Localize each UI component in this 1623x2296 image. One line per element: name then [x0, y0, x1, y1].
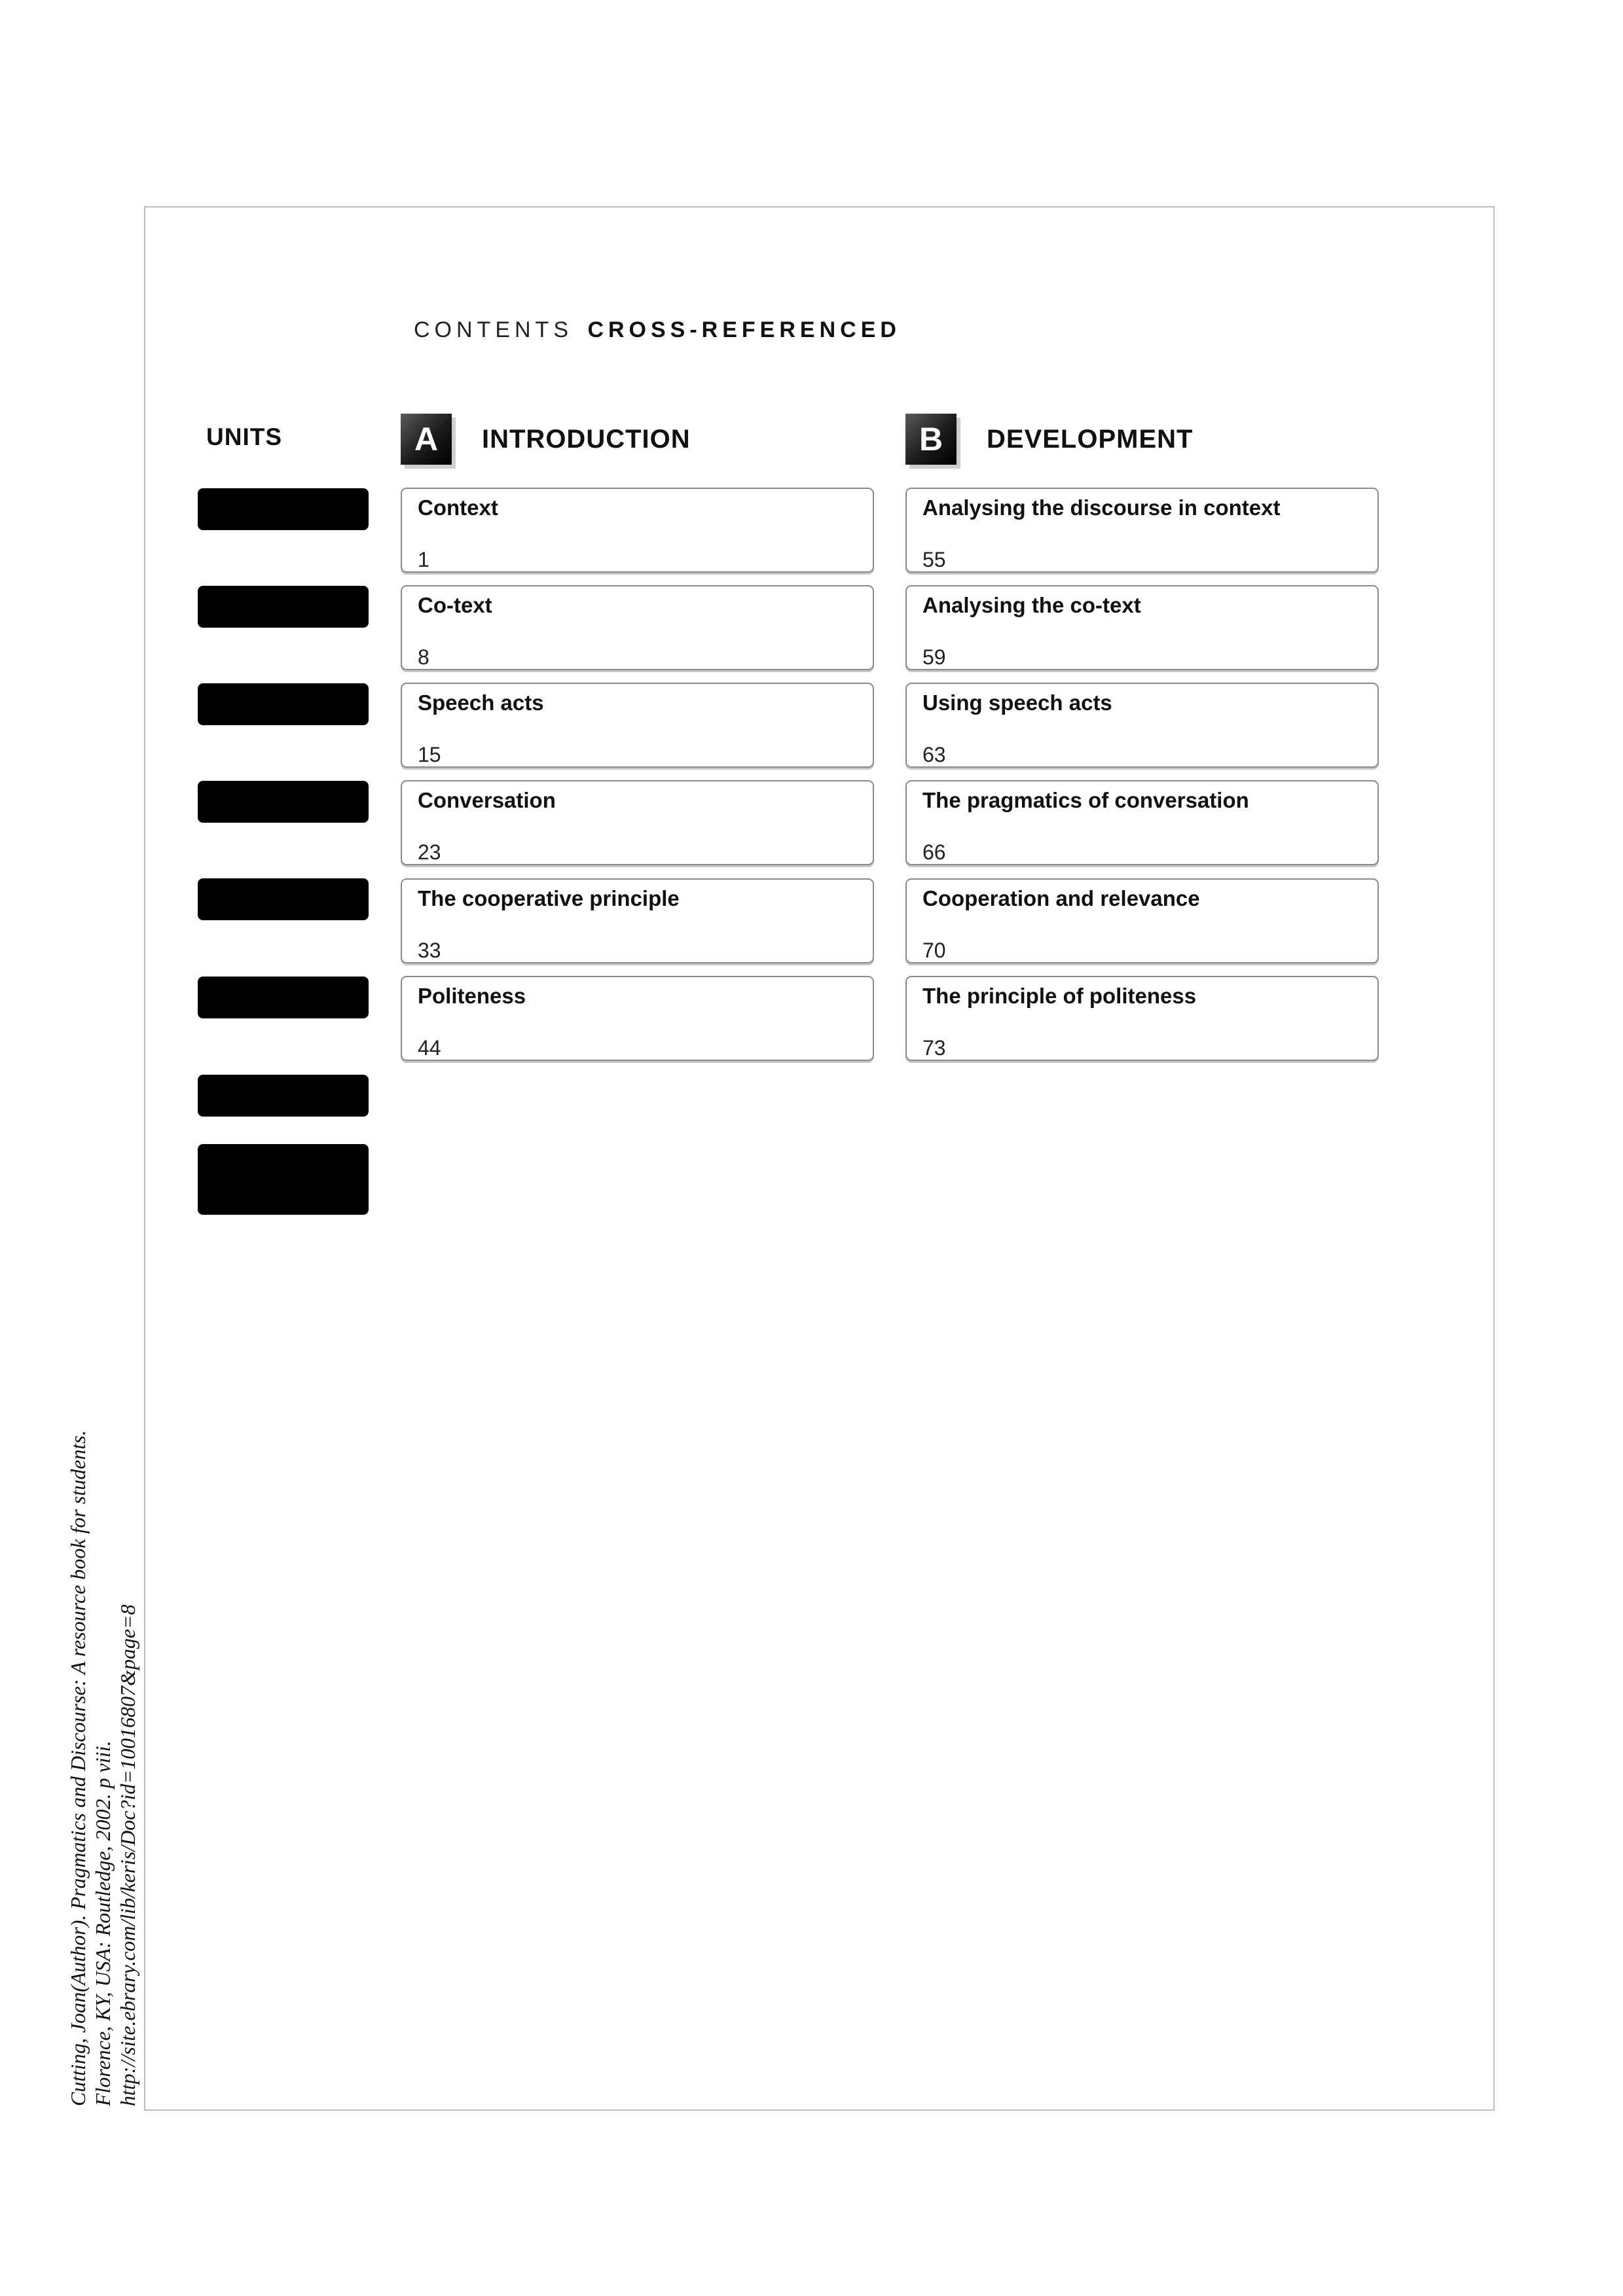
entry-title: Context: [418, 495, 498, 520]
contents-entry-b[interactable]: [905, 585, 1379, 670]
contents-entry-a[interactable]: [401, 488, 874, 573]
unit-redaction-bar: [198, 977, 369, 1018]
contents-entry-b[interactable]: [905, 976, 1379, 1061]
entry-title: Politeness: [418, 984, 526, 1008]
entry-title: The pragmatics of conversation: [922, 788, 1249, 812]
page-title: [414, 317, 901, 343]
entry-page-number: 59: [922, 645, 946, 669]
entry-page-number: 66: [922, 840, 946, 864]
entry-page-number: 8: [418, 645, 429, 669]
entry-page-number: 44: [418, 1036, 441, 1060]
entry-page-number: 73: [922, 1036, 946, 1060]
entry-title: The principle of politeness: [922, 984, 1197, 1008]
citation-line-3: http://site.ebrary.com/lib/keris/Doc?id=10016807&page=8: [116, 1604, 139, 2106]
section-a-badge: A: [401, 414, 452, 465]
contents-entry-b[interactable]: [905, 683, 1379, 768]
unit-redaction-bar: [198, 683, 369, 725]
unit-redaction-bar: [198, 586, 369, 628]
entry-page-number: 15: [418, 743, 441, 766]
entry-page-number: 33: [418, 939, 441, 962]
column-header-development: [905, 413, 1193, 465]
contents-entry-b[interactable]: [905, 488, 1379, 573]
citation-line-2: Florence, KY, USA: Routledge, 2002. p viii.: [91, 1740, 115, 2106]
column-title-development: DEVELOPMENT: [987, 424, 1194, 454]
unit-redaction-bar: [198, 1075, 369, 1117]
contents-entry-a[interactable]: [401, 683, 874, 768]
units-column-label: UNITS: [206, 423, 282, 450]
entry-page-number: 1: [418, 548, 429, 571]
contents-entry-a[interactable]: [401, 976, 874, 1061]
entry-title: Speech acts: [418, 691, 544, 715]
column-header-introduction: [401, 413, 691, 465]
citation-line-1: Cutting, Joan(Author). Pragmatics and Discourse: A resource book for students.: [66, 1430, 90, 2106]
title-cross-referenced: CROSS-REFERENCED: [587, 317, 901, 342]
contents-entry-a[interactable]: [401, 780, 874, 865]
contents-entry-b[interactable]: [905, 878, 1379, 963]
contents-entry-a[interactable]: [401, 585, 874, 670]
contents-entry-b[interactable]: [905, 780, 1379, 865]
entry-title: Cooperation and relevance: [922, 886, 1200, 910]
section-b-badge: B: [905, 414, 957, 465]
entry-title: Co-text: [418, 593, 492, 617]
contents-entry-a[interactable]: [401, 878, 874, 963]
unit-redaction-bar: [198, 781, 369, 823]
unit-redaction-bar: [198, 1144, 369, 1215]
entry-page-number: 70: [922, 939, 946, 962]
side-citation: [65, 1430, 140, 2106]
unit-redaction-bar: [198, 488, 369, 530]
entry-page-number: 55: [922, 548, 946, 571]
column-title-introduction: INTRODUCTION: [482, 424, 691, 454]
title-contents: CONTENTS: [414, 317, 573, 342]
unit-redaction-bar: [198, 878, 369, 920]
entry-title: Analysing the discourse in context: [922, 495, 1281, 520]
entry-title: The cooperative principle: [418, 886, 680, 910]
entry-page-number: 23: [418, 840, 441, 864]
entry-page-number: 63: [922, 743, 946, 766]
entry-title: Using speech acts: [922, 691, 1112, 715]
entry-title: Conversation: [418, 788, 556, 812]
entry-title: Analysing the co-text: [922, 593, 1141, 617]
